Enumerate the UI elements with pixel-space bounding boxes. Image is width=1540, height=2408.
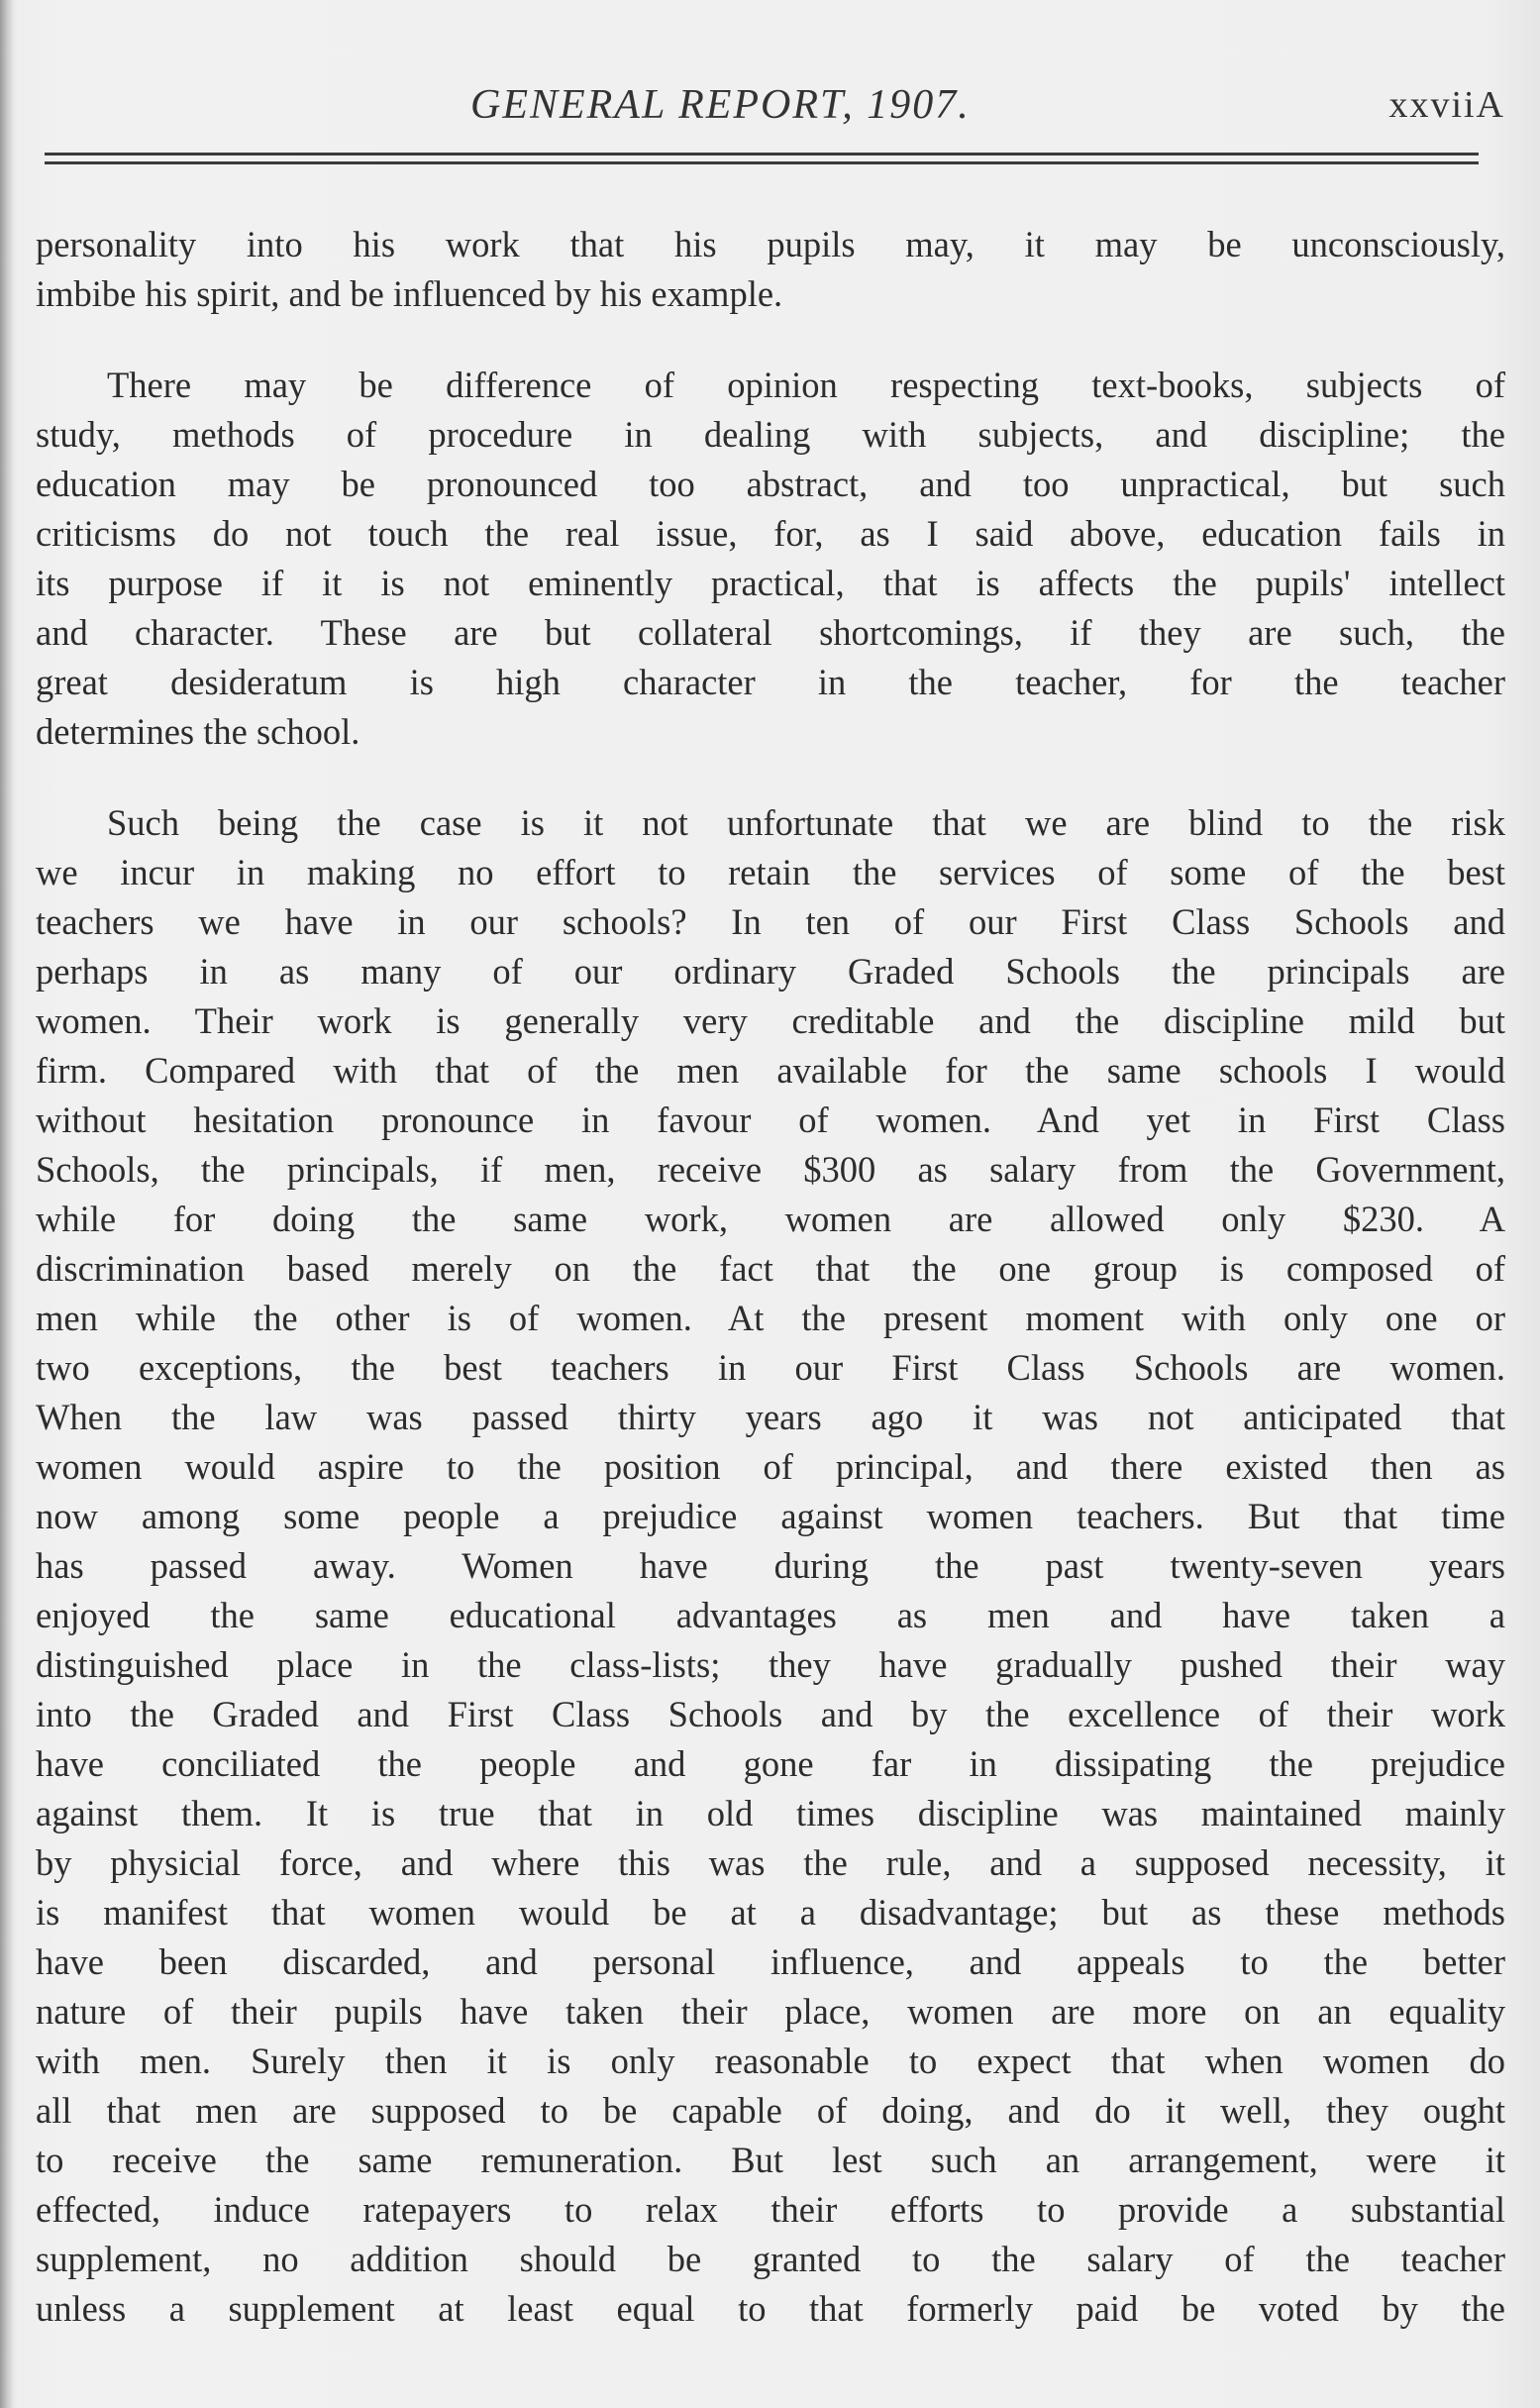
paragraph xyxy=(36,361,1505,757)
text-line: discrimination based merely on the fact that the one group is composed of xyxy=(36,1248,1505,1289)
text-line: great desideratum is high character in the teacher, for the teacher xyxy=(36,662,1505,702)
text-line: women would aspire to the position of principal, and there existed then as xyxy=(36,1446,1505,1487)
text-line: while for doing the same work, women are allowed only $230. A xyxy=(36,1199,1505,1239)
text-line: by physicial force, and where this was the rule, and a supposed necessity, it xyxy=(36,1842,1505,1883)
paragraph xyxy=(36,220,1505,319)
text-line: Such being the case is it not unfortunate that we are blind to the risk xyxy=(107,802,1505,843)
paragraph-gap xyxy=(36,757,1505,798)
text-line: women. Their work is generally very creditable and the discipline mild but xyxy=(36,1000,1505,1041)
text-line: education may be pronounced too abstract, and too unpractical, but such xyxy=(36,464,1505,504)
text-line: supplement, no addition should be granted to the salary of the teacher xyxy=(36,2239,1505,2279)
paragraph-gap xyxy=(36,319,1505,361)
text-line: with men. Surely then it is only reasonable to expect that when women do xyxy=(36,2041,1505,2081)
text-line: perhaps in as many of our ordinary Graded Schools the principals are xyxy=(36,951,1505,992)
text-line: has passed away. Women have during the past twenty-seven years xyxy=(36,1545,1505,1586)
text-line: study, methods of procedure in dealing with subjects, and discipline; the xyxy=(36,414,1505,455)
page-header xyxy=(45,81,1510,141)
text-line: without hesitation pronounce in favour of women. And yet in First Class xyxy=(36,1099,1505,1140)
text-line: personality into his work that his pupils may, it may be unconsciously, xyxy=(36,224,1505,264)
text-line: two exceptions, the best teachers in our First Class Schools are women. xyxy=(36,1347,1505,1388)
text-line: to receive the same remuneration. But lest such an arrangement, were it xyxy=(36,2140,1505,2180)
text-line: Schools, the principals, if men, receive $300 as salary from the Government, xyxy=(36,1149,1505,1190)
text-line: men while the other is of women. At the present moment with only one or xyxy=(36,1298,1505,1338)
text-line: effected, induce ratepayers to relax their efforts to provide a substantial xyxy=(36,2189,1505,2230)
text-line: all that men are supposed to be capable of doing, and do it well, they ought xyxy=(36,2090,1505,2131)
text-line: teachers we have in our schools? In ten of our First Class Schools and xyxy=(36,901,1505,942)
text-line: is manifest that women would be at a disadvantage; but as these methods xyxy=(36,1892,1505,1933)
text-line: and character. These are but collateral shortcomings, if they are such, the xyxy=(36,612,1505,653)
text-line: distinguished place in the class-lists; they have gradually pushed their way xyxy=(36,1644,1505,1685)
text-line: nature of their pupils have taken their place, women are more on an equality xyxy=(36,1991,1505,2032)
body-text xyxy=(36,220,1505,2334)
text-line: enjoyed the same educational advantages as men and have taken a xyxy=(36,1595,1505,1635)
text-line: There may be difference of opinion respecting text-books, subjects of xyxy=(107,365,1505,405)
header-rule-bottom xyxy=(45,161,1479,164)
text-line: now among some people a prejudice against women teachers. But that time xyxy=(36,1496,1505,1536)
text-line: unless a supplement at least equal to that formerly paid be voted by the xyxy=(36,2288,1505,2329)
running-title: GENERAL REPORT, 1907. xyxy=(470,82,971,128)
header-rule-top xyxy=(45,153,1479,156)
text-line: imbibe his spirit, and be influenced by his example. xyxy=(36,273,783,314)
text-line: against them. It is true that in old times discipline was maintained mainly xyxy=(36,1793,1505,1833)
text-line: criticisms do not touch the real issue, for, as I said above, education fails in xyxy=(36,513,1505,554)
page-binding-shadow xyxy=(0,0,14,2408)
text-line: into the Graded and First Class Schools and by the excellence of their work xyxy=(36,1694,1505,1734)
text-line: have been discarded, and personal influence, and appeals to the better xyxy=(36,1941,1505,1982)
text-line: we incur in making no effort to retain the services of some of the best xyxy=(36,852,1505,892)
text-line: When the law was passed thirty years ago it was not anticipated that xyxy=(36,1397,1505,1437)
text-line: its purpose if it is not eminently practical, that is affects the pupils' intellect xyxy=(36,563,1505,603)
page-number: xxviiA xyxy=(1388,84,1505,126)
text-line: have conciliated the people and gone far in dissipating the prejudice xyxy=(36,1743,1505,1784)
paragraph xyxy=(36,798,1505,2334)
text-line: firm. Compared with that of the men available for the same schools I would xyxy=(36,1050,1505,1091)
text-line: determines the school. xyxy=(36,711,360,752)
